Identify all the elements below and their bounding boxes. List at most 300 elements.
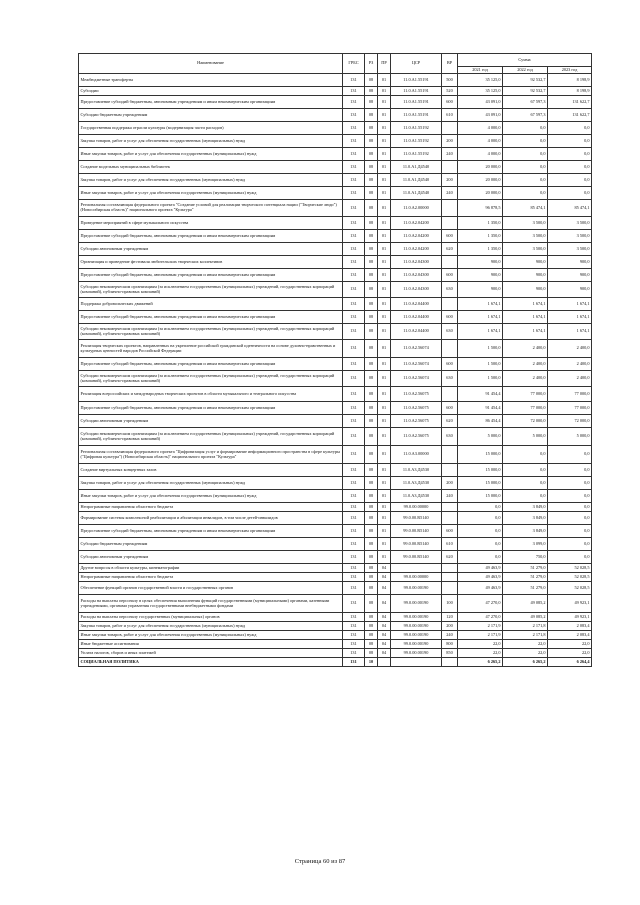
row-name: Предоставление субсидий бюджетным, автономным учреждениям и иным некоммерческим организациям xyxy=(79,525,343,538)
row-rz: 08 xyxy=(365,298,378,311)
row-value-2023: 900,0 xyxy=(548,256,592,269)
row-value-2022: 22,0 xyxy=(503,640,548,649)
row-grbs: 131 xyxy=(343,187,365,200)
row-value-2021: 1 500,0 xyxy=(458,340,503,358)
row-grbs: 131 xyxy=(343,640,365,649)
budget-table-sheet xyxy=(78,53,591,667)
table-row xyxy=(79,582,592,595)
row-csr: 99.0.00.00190 xyxy=(391,595,442,613)
row-pr: 01 xyxy=(378,187,391,200)
row-name: Иные закупки товаров, работ и услуг для обеспечения государственных (муниципальных) нужд xyxy=(79,187,343,200)
col-header-pr: ПР xyxy=(378,54,391,74)
row-rz: 08 xyxy=(365,87,378,96)
row-grbs: 131 xyxy=(343,87,365,96)
row-grbs: 131 xyxy=(343,200,365,217)
table-row xyxy=(79,622,592,631)
row-value-2021: 49 463,9 xyxy=(458,582,503,595)
row-csr: 11.0.А2.04200 xyxy=(391,217,442,230)
row-vr xyxy=(442,503,458,512)
row-pr: 04 xyxy=(378,622,391,631)
row-value-2023: 49 923,1 xyxy=(548,595,592,613)
row-rz: 08 xyxy=(365,490,378,503)
row-value-2023: 0,0 xyxy=(548,187,592,200)
row-value-2022: 0,0 xyxy=(503,148,548,161)
row-pr: 01 xyxy=(378,298,391,311)
table-row xyxy=(79,564,592,573)
row-csr: 11.0.А2.04300 xyxy=(391,282,442,298)
table-row xyxy=(79,217,592,230)
row-name: Иные закупки товаров, работ и услуг для обеспечения государственных (муниципальных) нужд xyxy=(79,148,343,161)
row-name: Предоставление субсидий бюджетным, автономным учреждениям и иным некоммерческим организациям xyxy=(79,269,343,282)
row-value-2023: 52 028,5 xyxy=(548,582,592,595)
row-name: Субсидии бюджетным учреждениям xyxy=(79,109,343,122)
row-rz: 08 xyxy=(365,415,378,428)
row-value-2022: 3 849,0 xyxy=(503,503,548,512)
row-value-2021: 96 878,5 xyxy=(458,200,503,217)
row-rz: 08 xyxy=(365,446,378,464)
row-csr: 11.0.А3.Д4530 xyxy=(391,490,442,503)
row-rz: 08 xyxy=(365,282,378,298)
row-value-2021: 35 125,0 xyxy=(458,87,503,96)
row-value-2022: 0,0 xyxy=(503,174,548,187)
row-vr: 600 xyxy=(442,96,458,109)
row-vr: 620 xyxy=(442,551,458,564)
row-value-2021: 900,0 xyxy=(458,282,503,298)
row-value-2021: 1 350,0 xyxy=(458,230,503,243)
table-row xyxy=(79,477,592,490)
table-row xyxy=(79,551,592,564)
row-grbs: 131 xyxy=(343,74,365,87)
row-rz: 08 xyxy=(365,573,378,582)
row-pr: 01 xyxy=(378,538,391,551)
row-grbs: 131 xyxy=(343,387,365,402)
row-value-2023: 0,0 xyxy=(548,122,592,135)
row-pr: 01 xyxy=(378,477,391,490)
row-value-2021: 0,0 xyxy=(458,503,503,512)
row-value-2021: 0,0 xyxy=(458,538,503,551)
row-value-2021: 15 000,0 xyxy=(458,477,503,490)
table-row xyxy=(79,595,592,613)
row-value-2023: 8 198,9 xyxy=(548,87,592,96)
row-vr xyxy=(442,340,458,358)
row-value-2021: 22,0 xyxy=(458,649,503,658)
row-rz: 08 xyxy=(365,525,378,538)
row-value-2021: 15 000,0 xyxy=(458,490,503,503)
row-csr: 99.0.00.00190 xyxy=(391,631,442,640)
table-row xyxy=(79,371,592,387)
row-value-2022: 51 279,0 xyxy=(503,582,548,595)
row-name: Предоставление субсидий бюджетным, автономным учреждениям и иным некоммерческим организациям xyxy=(79,230,343,243)
row-csr: 11.0.А2.04400 xyxy=(391,298,442,311)
row-vr: 600 xyxy=(442,358,458,371)
row-csr: 11.0.А2.56074 xyxy=(391,358,442,371)
row-grbs: 131 xyxy=(343,135,365,148)
row-pr: 01 xyxy=(378,174,391,187)
row-csr: 11.0.А2.56075 xyxy=(391,402,442,415)
row-vr: 200 xyxy=(442,622,458,631)
row-value-2022: 1 674,1 xyxy=(503,311,548,324)
row-vr: 630 xyxy=(442,371,458,387)
row-rz: 08 xyxy=(365,200,378,217)
row-grbs: 131 xyxy=(343,298,365,311)
row-rz: 08 xyxy=(365,74,378,87)
table-row xyxy=(79,96,592,109)
row-vr: 240 xyxy=(442,631,458,640)
row-name: СОЦИАЛЬНАЯ ПОЛИТИКА xyxy=(79,658,343,667)
row-csr: 99.0.00.R5140 xyxy=(391,512,442,525)
row-value-2022: 750,0 xyxy=(503,551,548,564)
table-row xyxy=(79,282,592,298)
row-value-2023: 1 674,1 xyxy=(548,298,592,311)
row-name: Другие вопросы в области культуры, кинематографии xyxy=(79,564,343,573)
row-value-2021: 47 270,0 xyxy=(458,595,503,613)
row-grbs: 131 xyxy=(343,428,365,446)
row-value-2021: 20 000,0 xyxy=(458,174,503,187)
row-value-2021: 0,0 xyxy=(458,512,503,525)
row-vr: 240 xyxy=(442,187,458,200)
row-csr: 99.0.00.00000 xyxy=(391,503,442,512)
row-value-2022: 900,0 xyxy=(503,282,548,298)
table-row xyxy=(79,402,592,415)
row-vr: 600 xyxy=(442,311,458,324)
row-vr: 610 xyxy=(442,538,458,551)
row-value-2021: 2 171,9 xyxy=(458,631,503,640)
row-csr: 11.0.А1.55191 xyxy=(391,87,442,96)
row-grbs: 131 xyxy=(343,512,365,525)
row-rz: 08 xyxy=(365,148,378,161)
row-value-2021: 4 000,0 xyxy=(458,148,503,161)
row-value-2023: 900,0 xyxy=(548,282,592,298)
row-grbs: 131 xyxy=(343,230,365,243)
row-value-2023: 0,0 xyxy=(548,490,592,503)
row-pr: 01 xyxy=(378,148,391,161)
row-rz: 08 xyxy=(365,358,378,371)
row-rz: 08 xyxy=(365,109,378,122)
row-grbs: 131 xyxy=(343,551,365,564)
row-vr: 630 xyxy=(442,428,458,446)
row-value-2022: 1 674,1 xyxy=(503,298,548,311)
row-csr: 99.0.00.00190 xyxy=(391,649,442,658)
row-value-2023: 0,0 xyxy=(548,551,592,564)
row-value-2021: 86 454,4 xyxy=(458,415,503,428)
row-value-2023: 0,0 xyxy=(548,161,592,174)
row-rz: 08 xyxy=(365,477,378,490)
row-csr xyxy=(391,564,442,573)
row-value-2022: 92 532,7 xyxy=(503,74,548,87)
table-row xyxy=(79,324,592,340)
row-value-2023: 0,0 xyxy=(548,503,592,512)
row-value-2023: 5 000,0 xyxy=(548,428,592,446)
row-csr xyxy=(391,658,442,667)
table-row xyxy=(79,613,592,622)
row-name: Непрограммные направления областного бюджета xyxy=(79,503,343,512)
table-row xyxy=(79,174,592,187)
budget-table xyxy=(78,53,592,667)
row-name: Иные закупки товаров, работ и услуг для обеспечения государственных (муниципальных) нужд xyxy=(79,631,343,640)
row-value-2022: 51 279,0 xyxy=(503,564,548,573)
row-rz: 08 xyxy=(365,538,378,551)
row-csr: 11.0.А2.04200 xyxy=(391,230,442,243)
row-pr: 01 xyxy=(378,161,391,174)
row-value-2022: 77 000,0 xyxy=(503,402,548,415)
row-grbs: 131 xyxy=(343,217,365,230)
row-rz: 08 xyxy=(365,402,378,415)
row-vr: 600 xyxy=(442,402,458,415)
row-value-2021: 49 463,9 xyxy=(458,573,503,582)
row-rz: 08 xyxy=(365,324,378,340)
row-value-2022: 2 400,0 xyxy=(503,371,548,387)
row-csr: 99.0.00.R5140 xyxy=(391,538,442,551)
row-value-2023: 3 500,0 xyxy=(548,243,592,256)
row-csr: 11.0.А2.56075 xyxy=(391,415,442,428)
col-header-year-2022: 2022 год xyxy=(503,67,548,74)
row-value-2022: 72 000,0 xyxy=(503,415,548,428)
row-value-2021: 91 454,4 xyxy=(458,402,503,415)
row-pr: 01 xyxy=(378,402,391,415)
row-value-2023: 0,0 xyxy=(548,446,592,464)
row-value-2022: 900,0 xyxy=(503,269,548,282)
row-value-2022: 2 171,8 xyxy=(503,631,548,640)
row-value-2022: 22,0 xyxy=(503,649,548,658)
row-vr: 620 xyxy=(442,415,458,428)
row-grbs: 131 xyxy=(343,582,365,595)
row-rz: 08 xyxy=(365,551,378,564)
row-csr: 99.0.00.R5140 xyxy=(391,525,442,538)
row-pr: 01 xyxy=(378,87,391,96)
row-pr: 04 xyxy=(378,640,391,649)
row-csr: 99.0.00.00190 xyxy=(391,613,442,622)
row-rz: 08 xyxy=(365,122,378,135)
row-value-2023: 52 028,5 xyxy=(548,573,592,582)
table-header xyxy=(79,54,592,74)
row-value-2023: 2 400,0 xyxy=(548,358,592,371)
row-vr: 120 xyxy=(442,613,458,622)
row-rz: 08 xyxy=(365,96,378,109)
row-value-2021: 15 000,0 xyxy=(458,446,503,464)
row-value-2022: 0,0 xyxy=(503,477,548,490)
table-row xyxy=(79,640,592,649)
row-grbs: 131 xyxy=(343,402,365,415)
row-value-2021: 4 000,0 xyxy=(458,122,503,135)
row-vr xyxy=(442,161,458,174)
row-grbs: 131 xyxy=(343,490,365,503)
row-value-2021: 91 454,4 xyxy=(458,387,503,402)
table-row xyxy=(79,340,592,358)
row-vr: 800 xyxy=(442,640,458,649)
row-grbs: 131 xyxy=(343,358,365,371)
row-csr: 11.0.А1.55191 xyxy=(391,96,442,109)
table-row xyxy=(79,161,592,174)
row-csr: 11.0.А1.Д4540 xyxy=(391,187,442,200)
row-csr: 11.0.А1.55192 xyxy=(391,122,442,135)
col-header-year-2021: 2021 год xyxy=(458,67,503,74)
col-header-vr: ВР xyxy=(442,54,458,74)
row-grbs: 131 xyxy=(343,243,365,256)
row-grbs: 131 xyxy=(343,595,365,613)
row-pr: 01 xyxy=(378,109,391,122)
row-value-2023: 0,0 xyxy=(548,538,592,551)
row-vr: 520 xyxy=(442,87,458,96)
row-rz: 08 xyxy=(365,613,378,622)
row-name: Субсидии автономным учреждениям xyxy=(79,243,343,256)
row-value-2023: 2 400,0 xyxy=(548,340,592,358)
row-vr: 100 xyxy=(442,595,458,613)
row-grbs: 131 xyxy=(343,464,365,477)
row-value-2021: 2 171,9 xyxy=(458,622,503,631)
row-pr: 01 xyxy=(378,415,391,428)
row-name: Проведение мероприятий в сфере музыкального искусства xyxy=(79,217,343,230)
row-value-2022: 2 171,8 xyxy=(503,622,548,631)
row-value-2023: 2 083,4 xyxy=(548,631,592,640)
row-value-2022: 67 597,3 xyxy=(503,109,548,122)
row-csr: 11.0.А1.55192 xyxy=(391,148,442,161)
row-value-2021: 900,0 xyxy=(458,269,503,282)
row-grbs: 131 xyxy=(343,161,365,174)
table-row xyxy=(79,490,592,503)
row-vr: 630 xyxy=(442,282,458,298)
table-row xyxy=(79,269,592,282)
row-value-2022: 3 849,0 xyxy=(503,512,548,525)
row-value-2022: 3 099,0 xyxy=(503,538,548,551)
table-row xyxy=(79,415,592,428)
row-pr: 01 xyxy=(378,387,391,402)
row-vr xyxy=(442,582,458,595)
row-value-2023: 72 000,0 xyxy=(548,415,592,428)
row-value-2021: 0,0 xyxy=(458,525,503,538)
row-value-2022: 0,0 xyxy=(503,490,548,503)
row-value-2021: 0,0 xyxy=(458,551,503,564)
row-pr: 01 xyxy=(378,200,391,217)
row-grbs: 131 xyxy=(343,503,365,512)
table-row xyxy=(79,631,592,640)
row-value-2022: 85 474,1 xyxy=(503,200,548,217)
row-value-2023: 1 674,1 xyxy=(548,324,592,340)
row-value-2023: 22,0 xyxy=(548,640,592,649)
row-vr xyxy=(442,573,458,582)
row-rz: 08 xyxy=(365,187,378,200)
row-pr: 04 xyxy=(378,595,391,613)
row-name: Субсидии автономным учреждениям xyxy=(79,415,343,428)
row-value-2023: 0,0 xyxy=(548,174,592,187)
row-name: Субсидии некоммерческим организациям (за исключением государственных (муниципальных) учреждений, государственных корпораций (компаний), публично-правовых компаний) xyxy=(79,282,343,298)
row-csr: 11.0.А3.Д4530 xyxy=(391,477,442,490)
row-value-2023: 6 264,4 xyxy=(548,658,592,667)
row-grbs: 131 xyxy=(343,340,365,358)
row-value-2022: 5 000,0 xyxy=(503,428,548,446)
row-pr: 01 xyxy=(378,340,391,358)
row-rz: 08 xyxy=(365,230,378,243)
row-pr: 04 xyxy=(378,582,391,595)
row-value-2022: 0,0 xyxy=(503,122,548,135)
row-pr: 01 xyxy=(378,503,391,512)
row-value-2022: 49 085,2 xyxy=(503,613,548,622)
row-rz: 08 xyxy=(365,311,378,324)
row-rz: 08 xyxy=(365,428,378,446)
row-name: Закупка товаров, работ и услуг для обеспечения государственных (муниципальных) нужд xyxy=(79,477,343,490)
row-name: Региональная составляющая федерального проекта "Создание условий для реализации творческого потенциала нации ("Творческие люди") (Новосибирская область)" национального проекта "Культура" xyxy=(79,200,343,217)
row-pr: 04 xyxy=(378,649,391,658)
row-grbs: 131 xyxy=(343,573,365,582)
row-value-2022: 0,0 xyxy=(503,446,548,464)
row-pr: 01 xyxy=(378,217,391,230)
row-csr: 11.0.А3.Д4530 xyxy=(391,464,442,477)
row-rz: 08 xyxy=(365,595,378,613)
row-value-2023: 0,0 xyxy=(548,525,592,538)
row-value-2022: 67 597,3 xyxy=(503,96,548,109)
row-csr: 99.0.00.R5140 xyxy=(391,551,442,564)
row-vr: 610 xyxy=(442,109,458,122)
table-row xyxy=(79,298,592,311)
row-csr: 99.0.00.00190 xyxy=(391,622,442,631)
row-name: Иные бюджетные ассигнования xyxy=(79,640,343,649)
row-grbs: 131 xyxy=(343,148,365,161)
row-value-2023: 2 400,0 xyxy=(548,371,592,387)
row-value-2023: 3 500,0 xyxy=(548,230,592,243)
row-value-2021: 35 125,0 xyxy=(458,74,503,87)
row-value-2021: 22,0 xyxy=(458,640,503,649)
table-row xyxy=(79,649,592,658)
table-row xyxy=(79,200,592,217)
col-header-grbs: ГРБС xyxy=(343,54,365,74)
row-name: Предоставление субсидий бюджетным, автономным учреждениям и иным некоммерческим организациям xyxy=(79,96,343,109)
row-name: Организация и проведение фестиваля любительских творческих коллективов xyxy=(79,256,343,269)
row-grbs: 131 xyxy=(343,96,365,109)
row-grbs: 131 xyxy=(343,477,365,490)
row-grbs: 131 xyxy=(343,324,365,340)
row-grbs: 131 xyxy=(343,631,365,640)
row-csr: 11.0.А1.55192 xyxy=(391,135,442,148)
row-value-2023: 3 500,0 xyxy=(548,217,592,230)
row-value-2022: 1 674,1 xyxy=(503,324,548,340)
row-pr: 01 xyxy=(378,464,391,477)
row-vr: 500 xyxy=(442,74,458,87)
row-vr xyxy=(442,200,458,217)
table-row xyxy=(79,358,592,371)
row-csr: 11.0.А2.56075 xyxy=(391,428,442,446)
row-name: Формирование системы комплексной реабилитации и абилитации инвалидов, в том числе детей-инвалидов xyxy=(79,512,343,525)
row-rz: 08 xyxy=(365,649,378,658)
row-value-2023: 0,0 xyxy=(548,512,592,525)
row-vr: 620 xyxy=(442,243,458,256)
row-rz: 08 xyxy=(365,640,378,649)
row-value-2021: 47 270,0 xyxy=(458,613,503,622)
row-vr: 600 xyxy=(442,230,458,243)
row-value-2023: 77 000,0 xyxy=(548,402,592,415)
row-pr: 01 xyxy=(378,446,391,464)
row-pr: 01 xyxy=(378,311,391,324)
row-csr: 11.0.А2.56074 xyxy=(391,371,442,387)
row-grbs: 131 xyxy=(343,649,365,658)
row-rz: 08 xyxy=(365,371,378,387)
row-pr: 01 xyxy=(378,230,391,243)
row-value-2022: 3 500,0 xyxy=(503,217,548,230)
row-value-2023: 0,0 xyxy=(548,148,592,161)
table-row xyxy=(79,503,592,512)
row-rz: 08 xyxy=(365,503,378,512)
row-value-2022: 0,0 xyxy=(503,464,548,477)
row-grbs: 131 xyxy=(343,658,365,667)
row-csr: 99.0.00.00190 xyxy=(391,582,442,595)
row-vr xyxy=(442,446,458,464)
table-row xyxy=(79,74,592,87)
row-pr: 01 xyxy=(378,512,391,525)
row-vr: 240 xyxy=(442,490,458,503)
row-vr: 200 xyxy=(442,135,458,148)
row-pr: 01 xyxy=(378,551,391,564)
row-rz: 10 xyxy=(365,658,378,667)
table-row xyxy=(79,428,592,446)
row-vr xyxy=(442,512,458,525)
